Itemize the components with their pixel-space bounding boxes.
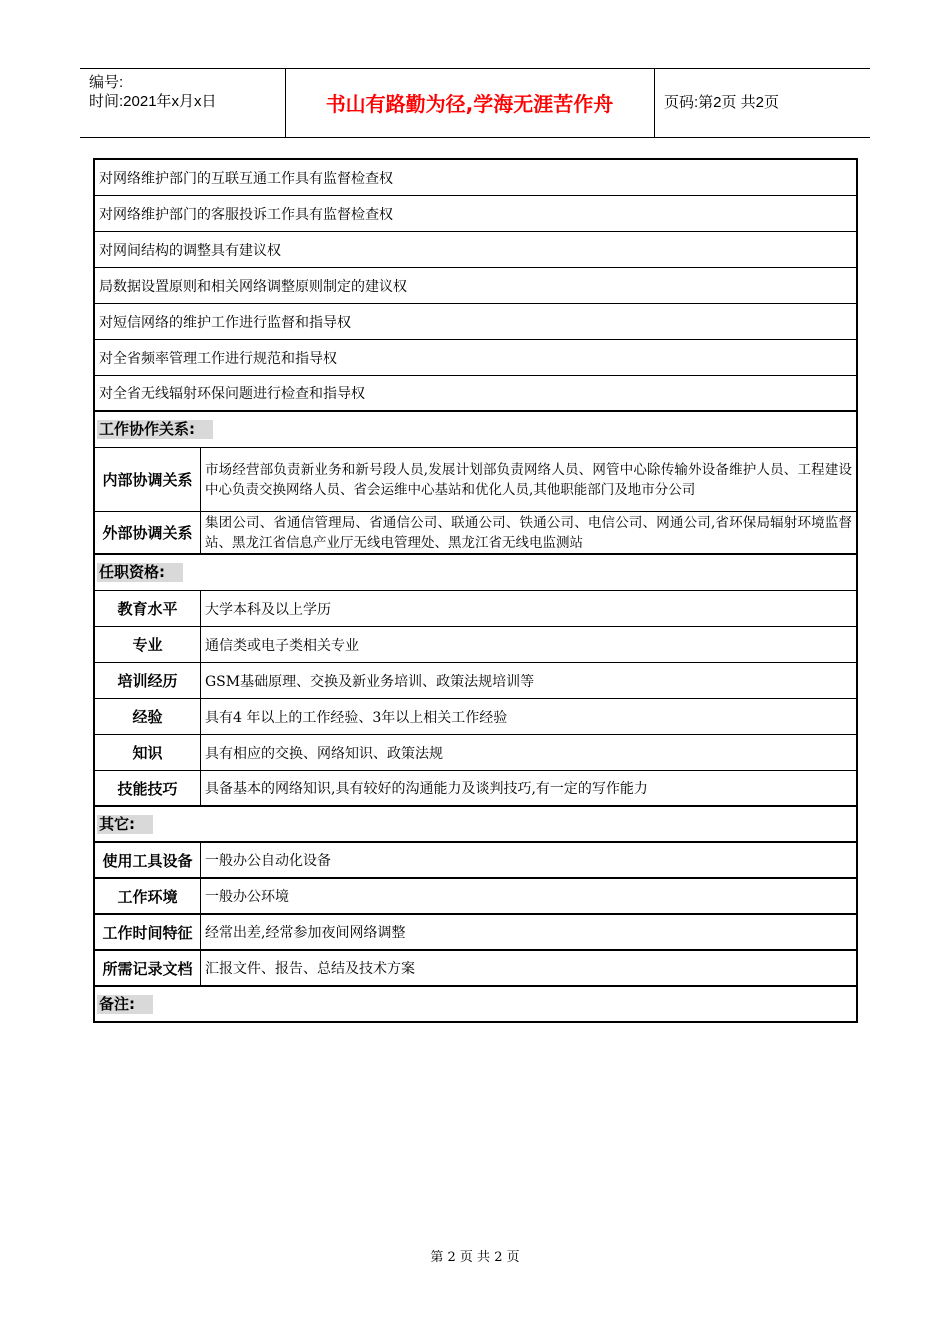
header-divider [654, 69, 655, 137]
other-section-header [95, 807, 856, 843]
section-title: 工作协作关系: [97, 420, 213, 439]
qualification-value: 具有4 年以上的工作经验、3年以上相关工作经验 [205, 709, 508, 726]
authority-item: 局数据设置原则和相关网络调整原则制定的建议权 [99, 278, 407, 295]
other-row [95, 843, 856, 879]
authority-item: 对网络维护部门的互联互通工作具有监督检查权 [99, 170, 393, 187]
document-number-label: 编号: [89, 74, 124, 91]
other-label: 所需记录文档 [95, 951, 201, 985]
other-row [95, 915, 856, 951]
other-value: 经常出差,经常参加夜间网络调整 [205, 925, 406, 941]
authority-row [95, 160, 856, 196]
authority-item: 对全省频率管理工作进行规范和指导权 [99, 350, 337, 367]
other-label: 工作环境 [95, 879, 201, 913]
other-value: 一般办公自动化设备 [205, 853, 331, 869]
qualification-value: GSM基础原理、交换及新业务培训、政策法规培训等 [205, 673, 535, 690]
authority-item: 对全省无线辐射环保问题进行检查和指导权 [99, 386, 365, 402]
page-footer: 第 2 页 共 2 页 [430, 1250, 520, 1265]
qualification-value: 大学本科及以上学历 [205, 601, 331, 618]
authority-row [95, 268, 856, 304]
authority-row [95, 376, 856, 412]
qualification-row [95, 699, 856, 735]
authority-item: 对短信网络的维护工作进行监督和指导权 [99, 314, 351, 331]
other-value: 汇报文件、报告、总结及技术方案 [205, 961, 415, 977]
internal-coordination-row [95, 448, 856, 512]
header-page-number: 页码:第2页 共2页 [664, 94, 780, 111]
authority-row [95, 340, 856, 376]
other-row [95, 951, 856, 987]
document-time-label: 时间:2021年x月x日 [89, 93, 217, 110]
authority-row [95, 196, 856, 232]
cooperation-section-header [95, 412, 856, 448]
other-label: 使用工具设备 [95, 843, 201, 877]
qualification-label: 教育水平 [95, 591, 201, 626]
authority-row [95, 232, 856, 268]
qualification-row [95, 735, 856, 771]
qualification-label: 技能技巧 [95, 771, 201, 805]
section-title: 任职资格: [97, 563, 183, 582]
qualification-row [95, 627, 856, 663]
qualification-value: 通信类或电子类相关专业 [205, 637, 359, 654]
qualification-label: 知识 [95, 735, 201, 770]
other-label: 工作时间特征 [95, 915, 201, 949]
authority-item: 对网间结构的调整具有建议权 [99, 242, 281, 259]
remarks-section-header [95, 987, 856, 1021]
qualification-value: 具有相应的交换、网络知识、政策法规 [205, 745, 443, 762]
section-title: 其它: [97, 815, 153, 834]
qualification-label: 经验 [95, 699, 201, 734]
section-title: 备注: [97, 995, 153, 1014]
job-description-table [93, 158, 858, 1023]
authority-item: 对网络维护部门的客服投诉工作具有监督检查权 [99, 206, 393, 223]
qualification-row [95, 591, 856, 627]
page-header [80, 68, 870, 138]
header-meta [89, 73, 217, 111]
external-coordination-label: 外部协调关系 [95, 512, 201, 553]
qualification-value: 具备基本的网络知识,具有较好的沟通能力及谈判技巧,有一定的写作能力 [205, 781, 648, 797]
internal-coordination-value: 市场经营部负责新业务和新号段人员,发展计划部负责网络人员、网管中心除传输外设备维护人员、工程建设中心负责交换网络人员、省会运维中心基站和优化人员,其他职能部门及地市分公司 [205, 461, 852, 498]
qualification-row [95, 663, 856, 699]
authority-row [95, 304, 856, 340]
qualification-label: 培训经历 [95, 663, 201, 698]
external-coordination-value: 集团公司、省通信管理局、省通信公司、联通公司、铁通公司、电信公司、网通公司,省环保局辐射环境监督站、黑龙江省信息产业厅无线电管理处、黑龙江省无线电监测站 [205, 514, 852, 551]
internal-coordination-label: 内部协调关系 [95, 448, 201, 511]
other-value: 一般办公环境 [205, 889, 289, 905]
other-row [95, 879, 856, 915]
qualification-row [95, 771, 856, 807]
qualification-label: 专业 [95, 627, 201, 662]
external-coordination-row [95, 512, 856, 555]
qualification-section-header [95, 555, 856, 591]
header-motto: 书山有路勤为径,学海无涯苦作舟 [325, 92, 614, 116]
